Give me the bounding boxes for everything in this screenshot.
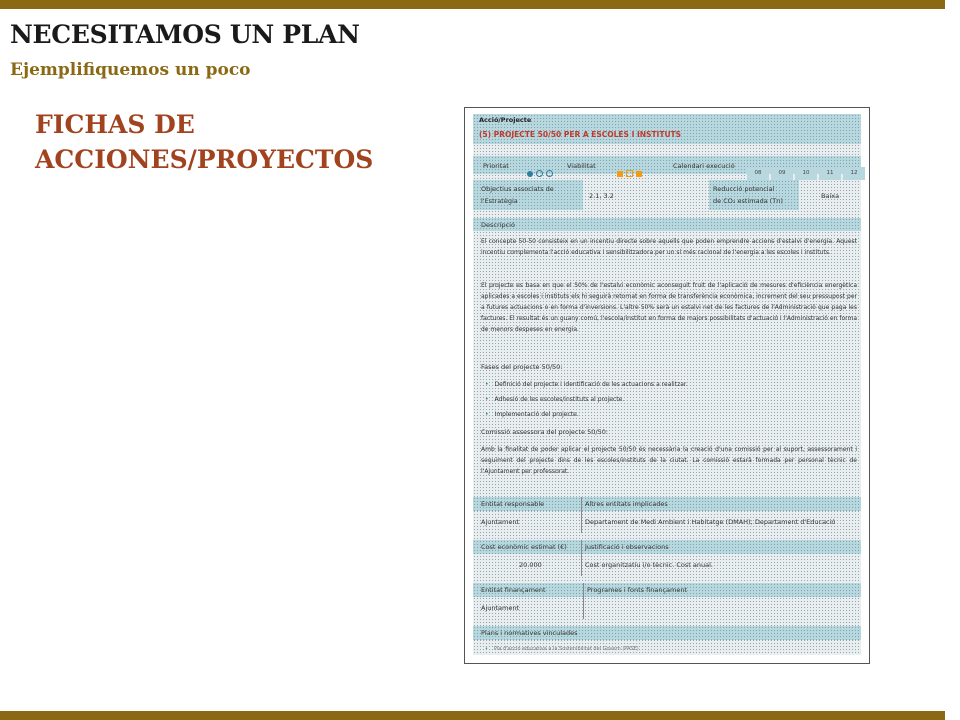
comissio-label: Comissió assessora del projecte 50/50: xyxy=(481,428,609,436)
calendari-label: Calendari execució xyxy=(673,162,735,170)
section-heading-line-2: ACCIONES/PROYECTOS xyxy=(35,145,374,174)
viabilitat-indicator xyxy=(617,162,645,181)
description-paragraph-2: El projecte es basa en que el 50% de l'estalvi econòmic aconseguit fruit de l'aplicació de mesures d'eficiència energètica aplicades a escoles i instituts els hi seguirà retornat en forma de transferència econòmica, increment del seu pressupost per a futures actuacions o en forma d'inversions. L'altre 50% serà un estalvi net de les factures de l'Administració que paga les factures. El resultat és un guany comú, l'escola/institut en forma de majors possibilitats d'actuació i l'Administració en forma de menors despeses en energia. xyxy=(481,282,857,333)
year-cell: 10 xyxy=(795,167,817,180)
cost-label: Cost econòmic estimat (€) xyxy=(481,543,567,551)
viabilitat-label: Viabilitat xyxy=(567,162,596,170)
objectius-label-1: Objectius associats de xyxy=(481,185,554,193)
viability-filled-icon xyxy=(617,171,623,177)
priority-empty-icon xyxy=(536,170,543,177)
altres-entitats-label: Altres entitats implicades xyxy=(585,500,668,508)
prioritat-indicator xyxy=(527,162,556,181)
fase-item: • Adhesió de les escoles/instituts al projecte. xyxy=(485,396,624,403)
justificacio-value: Cost organitzatiu i/o tècnic. Cost anual. xyxy=(585,561,713,569)
fase-item: • Definició del projecte i identificació de les actuacions a realitzar. xyxy=(485,381,688,388)
year-cell: 11 xyxy=(819,167,841,180)
descripcio-label: Descripció xyxy=(481,221,515,229)
slide-subtitle: Ejemplifiquemos un poco xyxy=(10,60,251,80)
plans-value: • Pla d'acció educativa a la Sostenibilitat del Govern (PASE) xyxy=(485,646,639,652)
column-divider xyxy=(581,540,582,576)
project-form-image xyxy=(464,107,870,664)
reduccio-label-2: de CO₂ estimada (Tn) xyxy=(713,197,783,205)
column-divider xyxy=(583,583,584,619)
objectius-label-2: l'Estratègia xyxy=(481,197,518,205)
priority-filled-icon xyxy=(527,171,533,177)
programes-label: Programes i fonts finançament xyxy=(587,586,688,594)
prioritat-label: Prioritat xyxy=(483,162,509,170)
year-cell: 08 xyxy=(747,167,769,180)
justificacio-label: Justificació i observacions xyxy=(585,543,669,551)
financament-value: Ajuntament xyxy=(481,604,520,612)
entitat-resp-label: Entitat responsable xyxy=(481,500,545,508)
fase-item: • Implementació del projecte. xyxy=(485,411,579,418)
section-heading xyxy=(35,107,455,177)
description-paragraph-1: El concepte 50-50 consisteix en un incentiu directe sobre aquells que poden emprendre accions d'estalvi d'energia. Aquest incentiu complementa l'acció educativa i sensibilitzadora per un sí més racional de l'energia a les escoles i instituts. xyxy=(481,238,857,256)
fases-label: Fases del projecte 50/50: xyxy=(481,363,563,371)
project-title: (5) PROJECTE 50/50 PER A ESCOLES I INSTITUTS xyxy=(479,130,682,139)
reduccio-label-1: Reducció potencial xyxy=(713,185,775,193)
year-cell: 09 xyxy=(771,167,793,180)
description-paragraph-3: Amb la finalitat de poder aplicar el projecte 50/50 és necessària la creació d'una comissió per al suport, assessorament i seguiment del projecte dins de les escoles/instituts de la ciutat. La comissió estarà formada per personal tècnic de l'Ajuntament per professorat. xyxy=(481,446,857,475)
viability-filled-icon xyxy=(636,171,642,177)
viability-empty-icon xyxy=(626,170,633,177)
section-heading-line-1: FICHAS DE xyxy=(35,110,195,139)
reduccio-value: Baixa xyxy=(821,192,840,200)
year-cell: 12 xyxy=(843,167,865,180)
top-decorative-bar xyxy=(0,0,945,9)
plans-label: Plans i normatives vinculades xyxy=(481,629,578,637)
slide-title: NECESITAMOS UN PLAN xyxy=(10,20,360,49)
objectius-value: 2.1, 3.2 xyxy=(589,192,614,200)
entitat-resp-value: Ajuntament xyxy=(481,518,520,526)
altres-entitats-value: Departament de Medi Ambient i Habitatge (DMAH); Departament d'Educació xyxy=(585,518,836,526)
form-header-label: Acció/Projecte xyxy=(479,116,532,124)
priority-empty-icon xyxy=(546,170,553,177)
bottom-decorative-bar xyxy=(0,711,945,720)
descripcio-header xyxy=(473,218,861,231)
cost-value: 20.000 xyxy=(519,561,542,569)
financament-label: Entitat finançament xyxy=(481,586,546,594)
column-divider xyxy=(581,497,582,533)
calendar-years xyxy=(747,159,867,180)
